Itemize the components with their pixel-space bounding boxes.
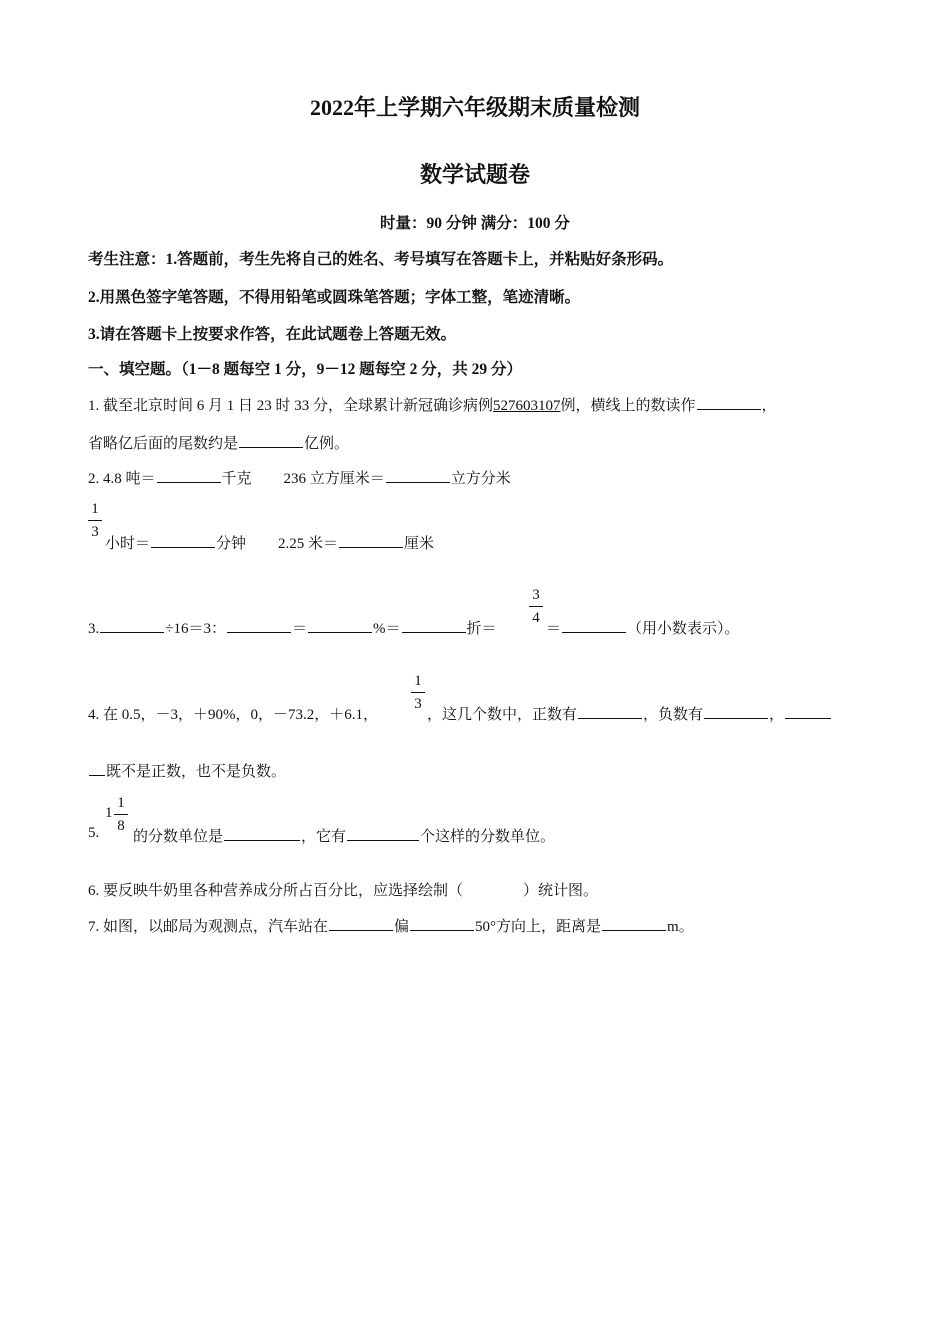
q3-text-d: %＝: [373, 621, 401, 637]
q5-text-d: 个这样的分数单位。: [420, 829, 556, 845]
question-4-line-1b: [427, 703, 832, 724]
question-5-number: [88, 825, 99, 842]
q7-text-a: 7. 如图，以邮局为观测点，汽车站在: [88, 919, 329, 935]
q4-fraction-one-third: [411, 672, 425, 713]
q5-mixed-whole: 1: [105, 805, 113, 821]
q4-text-e: 既不是正数，也不是负数。: [106, 764, 287, 780]
q3-blank-3[interactable]: [308, 618, 372, 633]
fraction-bar: [114, 814, 128, 815]
question-2-line-1: [88, 467, 511, 488]
q4-blank-positive[interactable]: [578, 704, 642, 719]
q5-blank-count[interactable]: [347, 826, 419, 841]
q3-text-c: ＝: [291, 621, 307, 637]
q7-blank-direction-2[interactable]: [410, 916, 474, 931]
fraction-bar: [529, 606, 543, 607]
question-6: 6. 要反映牛奶里各种营养成分所占百分比，应选择绘制（ ）统计图。: [88, 883, 599, 899]
q5-fraction-one-eighth: [114, 794, 128, 835]
q4-text-d: ，: [769, 707, 785, 723]
q2-blank-kg[interactable]: [157, 468, 221, 483]
page-subtitle: 数学试题卷: [419, 162, 530, 187]
notice-line-1: 考生注意：1.答题前，考生先将自己的姓名、考号填写在答题卡上，并粘贴好条形码。: [88, 251, 674, 268]
question-5-line: [133, 825, 555, 846]
page-title: 2022年上学期六年级期末质量检测: [309, 95, 640, 120]
question-4-line-1a: [88, 703, 378, 724]
q3-blank-1[interactable]: [100, 618, 164, 633]
q7-text-b: 偏: [394, 919, 410, 935]
q4-blank-negative[interactable]: [704, 704, 768, 719]
section-heading-fill-blank: 一、填空题。（1－8 题每空 1 分，9－12 题每空 2 分，共 29 分）: [88, 361, 523, 378]
q2-text-a: 2. 4.8 吨＝: [88, 471, 156, 487]
q2-blank-dm3[interactable]: [386, 468, 450, 483]
fraction-denominator: 3: [91, 524, 99, 540]
q4-blank-neither-a[interactable]: [785, 704, 831, 719]
q5-blank-unit[interactable]: [224, 826, 300, 841]
q3-blank-4[interactable]: [402, 618, 466, 633]
q1-text-d: 省略亿后面的尾数约是: [88, 436, 239, 452]
q5-text-a: 5.: [88, 825, 100, 841]
question-3-line-a: [88, 617, 497, 638]
q3-text-f: ＝: [546, 621, 562, 637]
q3-blank-5[interactable]: [562, 618, 626, 633]
question-2-line-2: [105, 532, 434, 553]
question-7: [88, 915, 694, 936]
q5-text-c: ，它有: [301, 829, 347, 845]
q1-blank-approx[interactable]: [239, 433, 303, 448]
q1-blank-read[interactable]: [697, 395, 761, 410]
q2-text-e: 小时＝: [105, 536, 151, 552]
fraction-numerator: 1: [414, 673, 422, 689]
fraction-denominator: 8: [117, 818, 125, 834]
fraction-numerator: 1: [117, 795, 125, 811]
q3-text-a: 3.: [88, 621, 100, 637]
q2-blank-minutes[interactable]: [151, 533, 215, 548]
question-1-line-1: [88, 394, 777, 415]
q1-text-b: 例，横线上的数读作: [560, 398, 696, 414]
q7-blank-direction-1[interactable]: [329, 916, 393, 931]
q3-text-e: 折＝: [466, 621, 497, 637]
fraction-numerator: 3: [532, 587, 540, 603]
exam-time-info: 时量：90 分钟 满分：100 分: [380, 215, 570, 232]
q1-case-number: 527603107: [493, 398, 561, 414]
fraction-numerator: 1: [91, 501, 99, 517]
question-4-line-2: [88, 760, 286, 781]
q2-text-g: 2.25 米＝: [278, 536, 339, 552]
q2-text-h: 厘米: [404, 536, 435, 552]
q1-text-c: ，: [761, 398, 777, 414]
fraction-bar: [88, 520, 102, 521]
q2-text-b: 千克: [221, 471, 252, 487]
fraction-denominator: 4: [532, 610, 540, 626]
q4-text-a: 4. 在 0.5，－3，＋90%，0，－73.2，＋6.1，: [88, 707, 378, 723]
q4-text-b: ，这几个数中，正数有: [427, 707, 578, 723]
q1-text-e: 亿例。: [304, 436, 350, 452]
q7-text-c: 50°方向上，距离是: [475, 919, 602, 935]
q3-text-g: （用小数表示）。: [627, 621, 740, 637]
q3-fraction-three-quarters: [529, 586, 543, 627]
q2-text-d: 立方分米: [450, 471, 511, 487]
q7-text-d: m。: [667, 919, 694, 935]
q2-fraction-one-third: [88, 500, 102, 541]
fraction-denominator: 3: [414, 696, 422, 712]
q2-blank-cm[interactable]: [339, 533, 403, 548]
fraction-bar: [411, 692, 425, 693]
q4-blank-neither-b[interactable]: [89, 761, 105, 776]
q5-text-b: 的分数单位是: [133, 829, 224, 845]
q1-text-a: 1. 截至北京时间 6 月 1 日 23 时 33 分，全球累计新冠确诊病例: [88, 398, 494, 414]
q3-blank-2[interactable]: [227, 618, 291, 633]
notice-line-2: 2.用黑色签字笔答题，不得用铅笔或圆珠笔答题；字体工整，笔迹清晰。: [88, 289, 581, 306]
question-1-line-2: [88, 432, 349, 453]
q2-text-c: 236 立方厘米＝: [283, 471, 385, 487]
q3-text-b: ÷16＝3：: [165, 621, 226, 637]
notice-line-3: 3.请在答题卡上按要求作答，在此试题卷上答题无效。: [88, 326, 457, 343]
q4-text-c: ，负数有: [643, 707, 704, 723]
q2-text-f: 分钟: [216, 536, 247, 552]
question-3-line-b: [546, 617, 740, 638]
q7-blank-distance[interactable]: [602, 916, 666, 931]
